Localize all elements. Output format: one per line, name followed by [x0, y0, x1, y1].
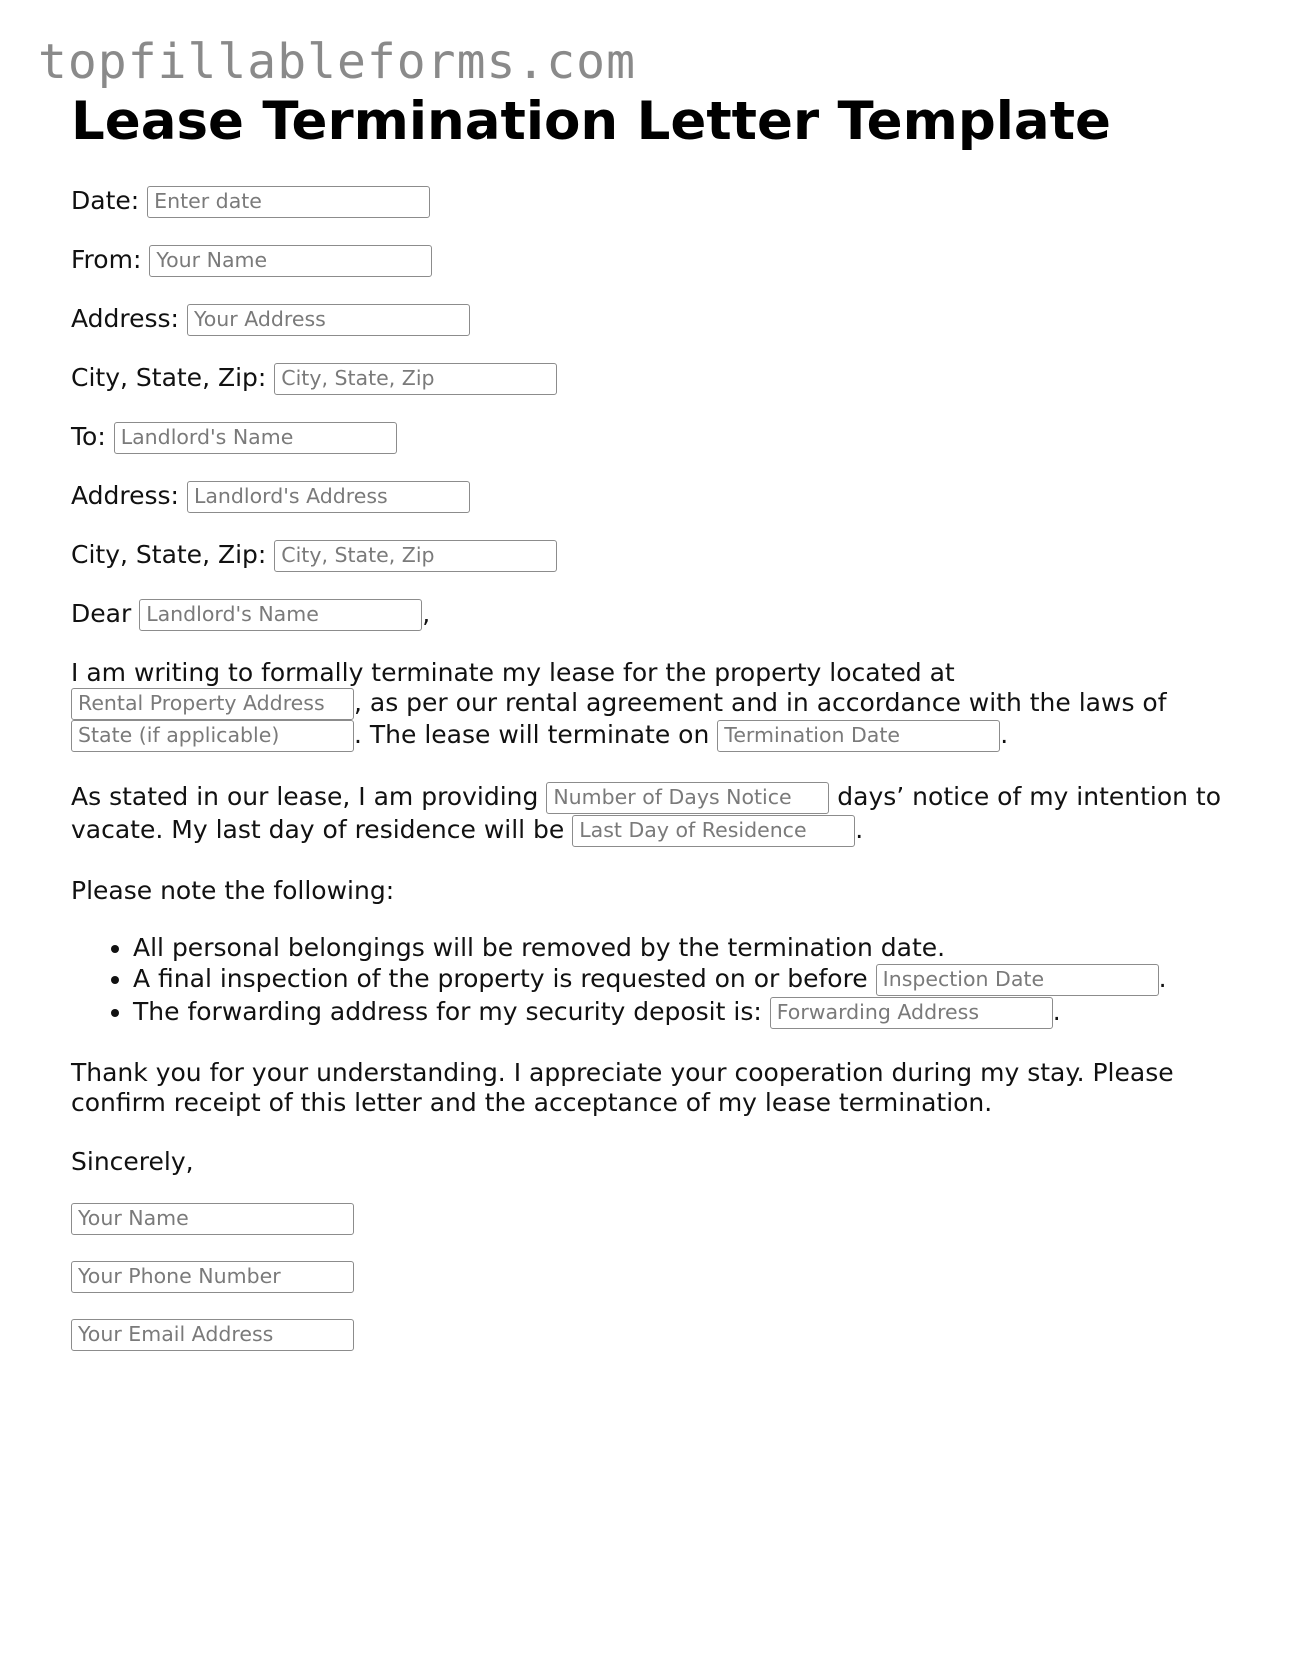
sender-address-input[interactable]: Your Address — [187, 304, 470, 336]
termination-paragraph — [71, 658, 1241, 752]
sender-city-label: City, State, Zip: — [71, 363, 267, 392]
to-row — [71, 422, 1241, 452]
para1-text-4: . — [1000, 720, 1009, 749]
signature-name-input[interactable]: Your Name — [71, 1203, 354, 1235]
signature-name-row — [71, 1203, 1241, 1235]
landlord-city-row — [71, 540, 1241, 570]
date-input[interactable]: Enter date — [147, 186, 430, 218]
closing-paragraph: Thank you for your understanding. I appreciate your cooperation during my stay. Please confirm receipt of this letter and the acceptance of my lease termination. — [71, 1058, 1174, 1117]
signature-phone-row — [71, 1261, 1241, 1293]
note-inspection-period: . — [1158, 964, 1167, 993]
termination-date-input[interactable]: Termination Date — [717, 720, 1000, 752]
note-belongings: All personal belongings will be removed by the termination date. — [133, 933, 946, 962]
sender-city-row — [71, 363, 1241, 393]
header-fields — [71, 186, 1241, 629]
to-label: To: — [71, 422, 106, 451]
note-forwarding-text: The forwarding address for my security deposit is: — [133, 997, 762, 1026]
signature-phone-input[interactable]: Your Phone Number — [71, 1261, 354, 1293]
signature-fields — [71, 1203, 1241, 1351]
salutation-prefix: Dear — [71, 599, 132, 628]
from-name-input[interactable]: Your Name — [149, 245, 432, 277]
para2-text-2: days’ notice of my intention to vacate. My last day of residence will be — [71, 782, 1222, 844]
date-row — [71, 186, 1241, 216]
note-forwarding-period: . — [1052, 997, 1061, 1026]
para2-text-1: As stated in our lease, I am providing — [71, 782, 539, 811]
salutation-row — [71, 599, 1241, 629]
list-item — [133, 996, 1241, 1029]
days-notice-input[interactable]: Number of Days Notice — [546, 782, 829, 814]
landlord-city-label: City, State, Zip: — [71, 540, 267, 569]
signoff: Sincerely, — [71, 1147, 194, 1176]
notes-intro: Please note the following: — [71, 876, 395, 905]
para2-text-3: . — [855, 815, 864, 844]
para1-text-2: , as per our rental agreement and in accordance with the laws of — [354, 688, 1167, 717]
para1-text-3: . The lease will terminate on — [354, 720, 710, 749]
page-title: Lease Termination Letter Template — [71, 91, 1111, 152]
notice-paragraph — [71, 781, 1241, 847]
para1-text-1: I am writing to formally terminate my lease for the property located at — [71, 658, 955, 687]
landlord-address-label: Address: — [71, 481, 179, 510]
from-label: From: — [71, 245, 142, 274]
watermark: topfillableforms.com — [38, 34, 636, 90]
sender-address-row — [71, 304, 1241, 334]
letter-page — [71, 88, 1241, 1351]
landlord-name-input[interactable]: Landlord's Name — [114, 422, 397, 454]
inspection-date-input[interactable]: Inspection Date — [876, 964, 1159, 996]
landlord-city-input[interactable]: City, State, Zip — [274, 540, 557, 572]
last-day-input[interactable]: Last Day of Residence — [572, 815, 855, 847]
landlord-address-row — [71, 481, 1241, 511]
signature-email-row — [71, 1319, 1241, 1351]
state-input[interactable]: State (if applicable) — [71, 720, 354, 752]
rental-property-input[interactable]: Rental Property Address — [71, 688, 354, 720]
forwarding-address-input[interactable]: Forwarding Address — [770, 997, 1053, 1029]
from-row — [71, 245, 1241, 275]
note-inspection-text: A final inspection of the property is requested on or before — [133, 964, 868, 993]
signature-email-input[interactable]: Your Email Address — [71, 1319, 354, 1351]
salutation-name-input[interactable]: Landlord's Name — [139, 599, 422, 631]
list-item — [133, 963, 1241, 996]
list-item — [133, 932, 1241, 963]
landlord-address-input[interactable]: Landlord's Address — [187, 481, 470, 513]
date-label: Date: — [71, 186, 140, 215]
sender-address-label: Address: — [71, 304, 179, 333]
notes-list — [71, 932, 1241, 1029]
sender-city-input[interactable]: City, State, Zip — [274, 363, 557, 395]
salutation-suffix: , — [422, 599, 431, 628]
